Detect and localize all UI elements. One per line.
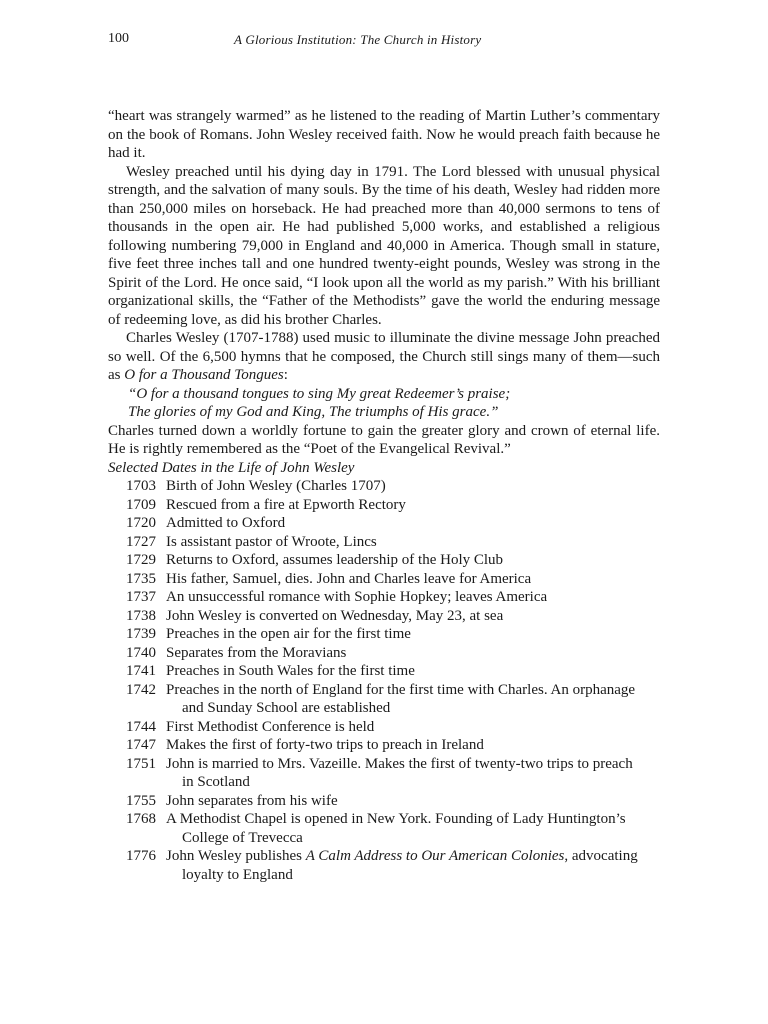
date-event: Admitted to Oxford: [166, 515, 286, 531]
running-head: A Glorious Institution: The Church in History: [234, 32, 482, 47]
dates-list: [108, 477, 660, 884]
list-item: [108, 755, 660, 792]
paragraph: Wesley preached until his dying day in 1791. The Lord blessed with unusual physical strength, and the salvation of many souls. By the time of his death, Wesley had ridden more than 250,000 miles on horseback. He had preached more than 40,000 sermons to tens of thousands in the open air. He had published 5,000 works, and established a religious following numbering 79,000 in England and 40,000 in America. Though small in stature, five feet three inches tall and one hundred twenty-eight pounds, Wesley was strong in the Spirit of the Lord. He once said, “I look upon all the world as my parish.” With his brilliant organizational skills, the “Father of the Methodists” gave the world the enduring message of redeeming love, as did his brother Charles.: [108, 163, 660, 328]
date-year: 1755: [126, 792, 156, 809]
list-item: [108, 588, 660, 607]
event-continuation: College of Trevecca: [182, 829, 303, 846]
list-item: [108, 644, 660, 663]
date-year: 1737: [126, 589, 156, 605]
event-text: John is married to Mrs. Vazeille. Makes the first of twenty-two trips to preach: [166, 755, 633, 772]
date-year: 1742: [126, 681, 156, 698]
date-year: 1727: [126, 533, 156, 550]
date-year: 1739: [126, 626, 156, 642]
list-item: [108, 477, 660, 496]
date-year: 1735: [126, 570, 156, 587]
date-year: 1703: [126, 478, 156, 494]
event-text: A Methodist Chapel is opened in New York. Founding of Lady Huntington’s: [166, 811, 626, 827]
list-item: [108, 736, 660, 755]
date-event: [166, 755, 660, 792]
event-continuation: and Sunday School are established: [182, 700, 391, 716]
list-item: [108, 514, 660, 533]
hymn-quote-line: The glories of my God and King, The triumphs of His grace.”: [128, 404, 499, 420]
date-year: 1776: [126, 848, 156, 864]
date-event: Rescued from a fire at Epworth Rectory: [166, 496, 406, 513]
event-text: Preaches in the north of England for the first time with Charles. An orphanage: [166, 681, 636, 698]
date-year: 1720: [126, 515, 156, 531]
text-span: Charles Wesley (1707-1788) used music to illuminate the divine message John preached so well. Of the 6,500 hymns that he composed, the Church still sings many of them—such as: [108, 330, 660, 383]
date-event: Preaches in the open air for the first time: [166, 626, 411, 642]
date-year: 1744: [126, 718, 156, 735]
date-year: 1729: [126, 552, 156, 568]
date-event: Separates from the Moravians: [166, 644, 347, 661]
date-year: 1747: [126, 737, 156, 753]
paragraph: “heart was strangely warmed” as he listened to the reading of Martin Luther’s commentary on the book of Romans. John Wesley received faith. Now he would preach faith because he had it.: [108, 108, 660, 161]
date-year: 1709: [126, 496, 156, 513]
date-event: Is assistant pastor of Wroote, Lincs: [166, 533, 377, 550]
date-year: 1740: [126, 644, 156, 661]
date-event: Returns to Oxford, assumes leadership of the Holy Club: [166, 552, 504, 568]
list-item: [108, 551, 660, 570]
event-continuation: in Scotland: [182, 774, 250, 790]
text-span: :: [283, 367, 288, 383]
event-text: John Wesley publishes: [166, 848, 306, 864]
list-item: [108, 533, 660, 552]
hymn-quote-line: “O for a thousand tongues to sing My great Redeemer’s praise;: [128, 385, 511, 402]
list-item: [108, 662, 660, 681]
list-item: [108, 496, 660, 515]
dates-heading: Selected Dates in the Life of John Wesley: [108, 459, 355, 476]
date-event: [166, 810, 660, 847]
list-item: [108, 718, 660, 737]
date-event: John Wesley is converted on Wednesday, May 23, at sea: [166, 607, 504, 624]
date-event: An unsuccessful romance with Sophie Hopkey; leaves America: [166, 589, 548, 605]
list-item: [108, 570, 660, 589]
date-event: [166, 847, 660, 884]
date-year: 1741: [126, 663, 156, 679]
date-event: His father, Samuel, dies. John and Charles leave for America: [166, 570, 532, 587]
date-event: First Methodist Conference is held: [166, 718, 375, 735]
date-year: 1751: [126, 755, 156, 772]
list-item: [108, 847, 660, 884]
date-event: John separates from his wife: [166, 792, 338, 809]
body-text: [108, 107, 660, 884]
paragraph: [108, 329, 660, 385]
paragraph: Charles turned down a worldly fortune to gain the greater glory and crown of eternal life. He is rightly remembered as the “Poet of the Evangelical Revival.”: [108, 422, 660, 457]
date-event: Preaches in South Wales for the first time: [166, 663, 415, 679]
date-year: 1738: [126, 607, 156, 624]
date-event: Makes the first of forty-two trips to preach in Ireland: [166, 737, 484, 753]
event-continuation: loyalty to England: [182, 866, 293, 883]
list-item: [108, 792, 660, 811]
publication-title: A Calm Address to Our American Colonies: [305, 848, 565, 864]
list-item: [108, 810, 660, 847]
date-event: [166, 681, 660, 718]
page-number: 100: [108, 31, 129, 46]
list-item: [108, 681, 660, 718]
hymn-title: O for a Thousand Tongues: [124, 367, 284, 383]
event-text: , advocating: [564, 848, 638, 864]
list-item: [108, 607, 660, 626]
date-event: Birth of John Wesley (Charles 1707): [166, 478, 386, 494]
date-year: 1768: [126, 811, 156, 827]
list-item: [108, 625, 660, 644]
